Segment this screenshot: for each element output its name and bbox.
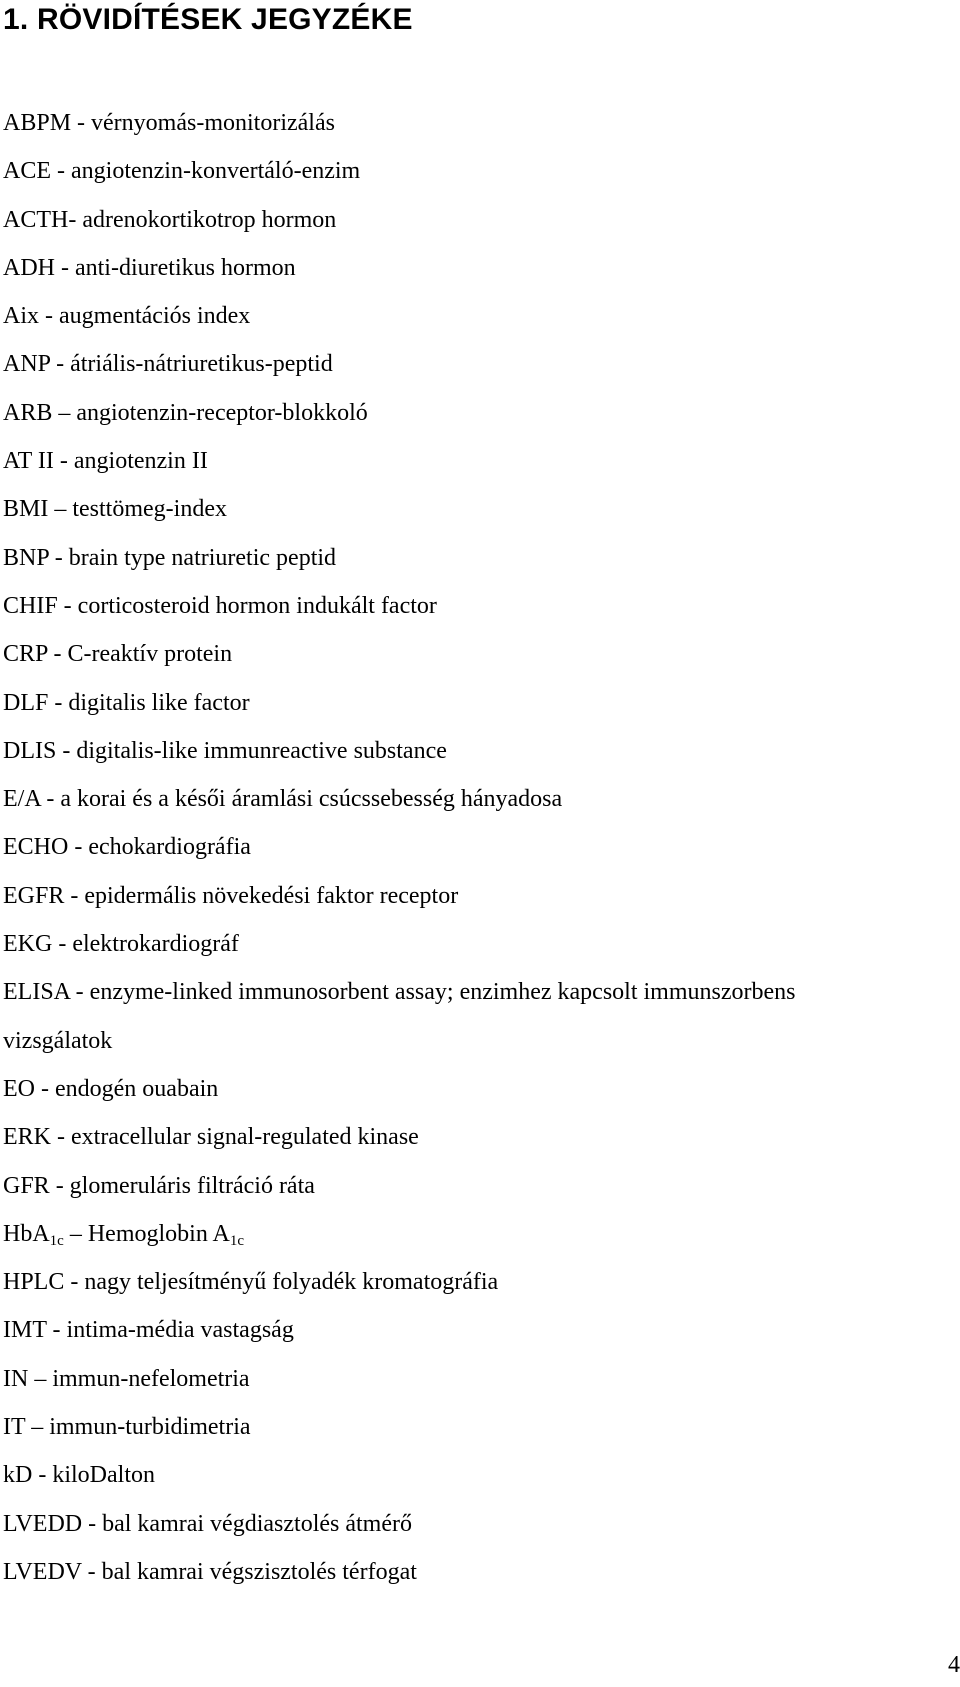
abbreviation-entry: E/A - a korai és a késői áramlási csúcssebesség hányadosa (3, 786, 563, 813)
abbreviation-entry: BNP - brain type natriuretic peptid (3, 544, 337, 571)
abbreviation-entry: ABPM - vérnyomás-monitorizálás (3, 110, 335, 136)
abbreviation-entry-hba1c (3, 1217, 795, 1265)
abbreviation-entry: HPLC - nagy teljesítményű folyadék kromatográfia (3, 1269, 499, 1296)
abbreviation-entry: AT II - angiotenzin II (3, 448, 208, 475)
abbreviation-entry: LVEDV - bal kamrai végszisztolés térfogat (3, 1558, 417, 1585)
abbreviation-entry: EKG - elektrokardiográf (3, 931, 239, 958)
abbreviation-entry: Aix - augmentációs index (3, 303, 251, 330)
hba1c-term: HbA (3, 1220, 50, 1247)
abbreviation-entry: GFR - glomeruláris filtráció ráta (3, 1172, 315, 1199)
hba1c-term-subscript: 1c (49, 1232, 64, 1249)
abbreviation-entry: ADH - anti-diuretikus hormon (3, 254, 296, 281)
abbreviation-entry: IT – immun-turbidimetria (3, 1414, 251, 1441)
page-number: 4 (948, 1652, 960, 1678)
abbreviation-entry: ERK - extracellular signal-regulated kinase (3, 1124, 419, 1151)
hba1c-definition-subscript: 1c (229, 1232, 245, 1249)
abbreviation-entry: ARB – angiotenzin-receptor-blokkoló (3, 399, 368, 426)
abbreviation-entry: EO - endogén ouabain (3, 1075, 219, 1102)
abbreviation-entry: CHIF - corticosteroid hormon indukált factor (3, 592, 437, 619)
abbreviation-entry: BMI – testtömeg-index (3, 496, 227, 523)
abbreviation-entry: ECHO - echokardiográfia (3, 834, 251, 861)
abbreviation-entry: ANP - átriális-nátriuretikus-peptid (3, 351, 333, 378)
abbreviation-entry: EGFR - epidermális növekedési faktor receptor (3, 882, 459, 909)
abbreviation-entry-continuation: vizsgálatok (3, 1027, 113, 1054)
abbreviation-entry: DLIS - digitalis-like immunreactive substance (3, 737, 447, 764)
abbreviation-entry: ELISA - enzyme-linked immunosorbent assay; enzimhez kapcsolt immunszorbens (3, 979, 796, 1006)
abbreviation-entry: LVEDD - bal kamrai végdiasztolés átmérő (3, 1510, 412, 1537)
abbreviation-entry: IMT - intima-média vastagság (3, 1317, 294, 1344)
hba1c-definition: – Hemoglobin A (63, 1220, 230, 1247)
abbreviation-entry: ACE - angiotenzin-konvertáló-enzim (3, 158, 361, 185)
abbreviation-entry: kD - kiloDalton (3, 1462, 155, 1489)
abbreviation-entry: CRP - C-reaktív protein (3, 641, 233, 668)
abbreviation-entry: ACTH- adrenokortikotrop hormon (3, 206, 337, 233)
section-heading: 1. RÖVIDÍTÉSEK JEGYZÉKE (3, 3, 413, 36)
abbreviation-entry: DLF - digitalis like factor (3, 689, 250, 716)
abbreviation-list (3, 106, 795, 1603)
abbreviation-entry: IN – immun-nefelometria (3, 1365, 250, 1392)
